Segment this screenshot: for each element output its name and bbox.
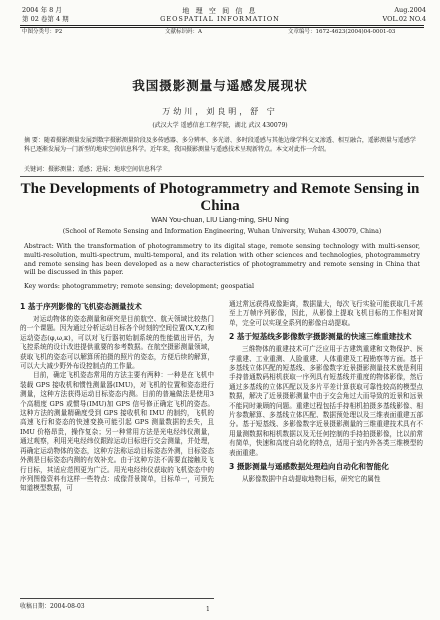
issue-date-en: Aug.2004 [394, 6, 426, 14]
section-1-paragraph-1: 对运动物体的姿态测量和研究是目前航空、航天领域比较热门的一个课题。因为通过分析运动目标各个时刻的空间位置(X,Y,Z)和运动姿态(φ,ω,κ)，可以对飞行器初始制系统的性能做出评估，为飞控系统的设计改进提供重要的参考数据。在航空摄影测量领域，获取飞机的姿态可以解算所拍摄的照片的姿态，方便后续的解算，可以大大减少野外布设控制点的工作量。 [20, 315, 214, 371]
section-2-paragraph-1: 三维物体的重建技术可广泛应用于古建筑重建和文物保护、医学重建、工业重测、人脸重建、人体重建及工程勘察等方面。基于多基线立体匹配的短基线、多影像数字近景摄影测量技术就是利用手持普通数码相机获取一序列具有短基线并重度的物体影像，然后通过多基线的立体匹配以及多片平差计算获取可靠性较高的模型点数据，解决了近景摄影测量中由于交会角过大而导致的近景和远景不能同时兼顾的问题。重建过程包括手持相机拍摄多基线影像、相片参数解算、多基线立体匹配、数据预处理以及三维表面重建五部分。基于短基线、多影像数字近景摄影测量的三维重建技术具有不用量测数据和相机数据以及无任何控制的手持拍摄影像，比以前常有简单，快速和高度自动化的特点，适用于室内外各类三维模型的表面重建。 [229, 345, 423, 457]
affiliation-en: (School of Remote Sensing and Information Engineering, Wuhan University, Wuhan 430079, China) [62, 228, 382, 235]
page-number: 1 [206, 606, 210, 613]
abstract-en: Abstract: With the transformation of photogrammetry to its digital stage, remote sensing technology with multi-sensor, multi-resolution, multi-spectrum, multi-temporal, and its relation with other sciences and technologies, photogrammetry and remote sensing has been developed as a new characteristics of photogrammetry and remote sensing in China that will be discussed in this paper. [24, 242, 420, 277]
authors-cn: 万幼川，刘良明，舒 宁 [162, 107, 278, 116]
affiliation-cn: (武汉大学 遥感信息工程学院，湖北 武汉 430079) [152, 122, 288, 129]
classification-number: 中图分类号：P2 [22, 29, 63, 35]
document-code: 文献标识码：A [165, 29, 202, 35]
section-1-continuation: 通过常远获得成像距离，数据量大，每次飞行实验可能获取几千甚至上万帧序列影像，因此，从影像上提取飞机目标的工作相对简单，完全可以实现全系列的影像自动提取。 [229, 300, 423, 327]
article-number: 文章编号：1672-4623(2004)04-0001-03 [288, 29, 396, 35]
body-column-left [20, 300, 214, 494]
section-1-paragraph-2: 目前，确定飞机姿态常用的方法主要有两种：一种是在飞机中装载 GPS 接收机和惯性测量器(IMU)，对飞机的位置和姿态进行测量，这种方法获得运动目标姿态内测。目前的普遍做法是使用3个高精度 GPS 或惯导(IMU)加 GPS 信号修正确定飞机的姿态。这种方法的测量精确度受到 GPS 接收机和 IMU 的制约，飞机的高速飞行和姿态的快速变换可能引起 GPS 测量数据的丢失，且 IMU 价格昂贵，操作复杂；另一种常用方法是光电经纬仪测量，通过观察，利用光电经纬仪跟踪运动目标进行交会测量，并处理，再确定运动物体的姿态，这种方法称运动目标姿态外测，目标姿态外测是目标姿态内测的有效补充。由于这种方法不需要直接触及飞行目标，其适应范围更为广泛。用光电经纬仪获取的飞机姿态中的序列图像资料有这样一些特点：成像背景简单，目标单一，可预先知道模型数据，可 [20, 371, 214, 493]
keywords-en: Key words: photogrammetry; remote sensing; development; geospatial [24, 282, 255, 290]
authors-en: WAN You-chuan, LIU Liang-ming, SHU Ning [151, 217, 289, 224]
issue-date-cn: 2004 年 8 月 [22, 6, 62, 14]
abstract-cn: 摘 要：随着摄影测量发展到数字摄影测量阶段及多传感器、多分辨率、多光谱、多时段遥感与其他边缘学科交叉渗透、相互融合，遥影测量与遥感学科已逐渐发展为一门新型的地球空间信息科学。近年来，我国摄影测量与遥感技术呈现新特点。本文对此作一介绍。 [24, 137, 416, 153]
keywords-cn: 关键词：摄影测量；遥感；进展；地球空间信息科学 [24, 166, 163, 173]
section-3-heading: 3 摄影测量与遥感数据处理趋向自动化和智能化 [229, 462, 389, 472]
journal-title-en: GEOSPATIAL INFORMATION [160, 15, 280, 23]
journal-title-cn: 地 理 空 间 信 息 [182, 7, 258, 15]
header-rule-thin [20, 27, 424, 28]
footnote-received-date: 收稿日期：2004-08-03 [20, 598, 214, 610]
paper-title-en: The Developments of Photogrammetry and Remote Sensing in China [20, 181, 420, 214]
section-2-heading: 2 基于短基线多影像数字摄影测量的快速三维重建技术 [229, 332, 412, 342]
section-3-paragraph-1: 从影像数据中自动提取地物目标，研究它的属性 [242, 475, 381, 484]
body-column-right [229, 300, 423, 485]
volume-issue-en: VOL.02 NO.4 [382, 15, 426, 23]
header-rule [20, 25, 424, 26]
volume-issue-cn: 第 02 卷第 4 期 [22, 15, 69, 23]
paper-title-cn: 我国摄影测量与遥感发展现状 [132, 78, 308, 93]
section-1-heading: 1 基于序列影像的飞机姿态测量技术 [20, 302, 142, 311]
abstract-divider [20, 176, 424, 177]
